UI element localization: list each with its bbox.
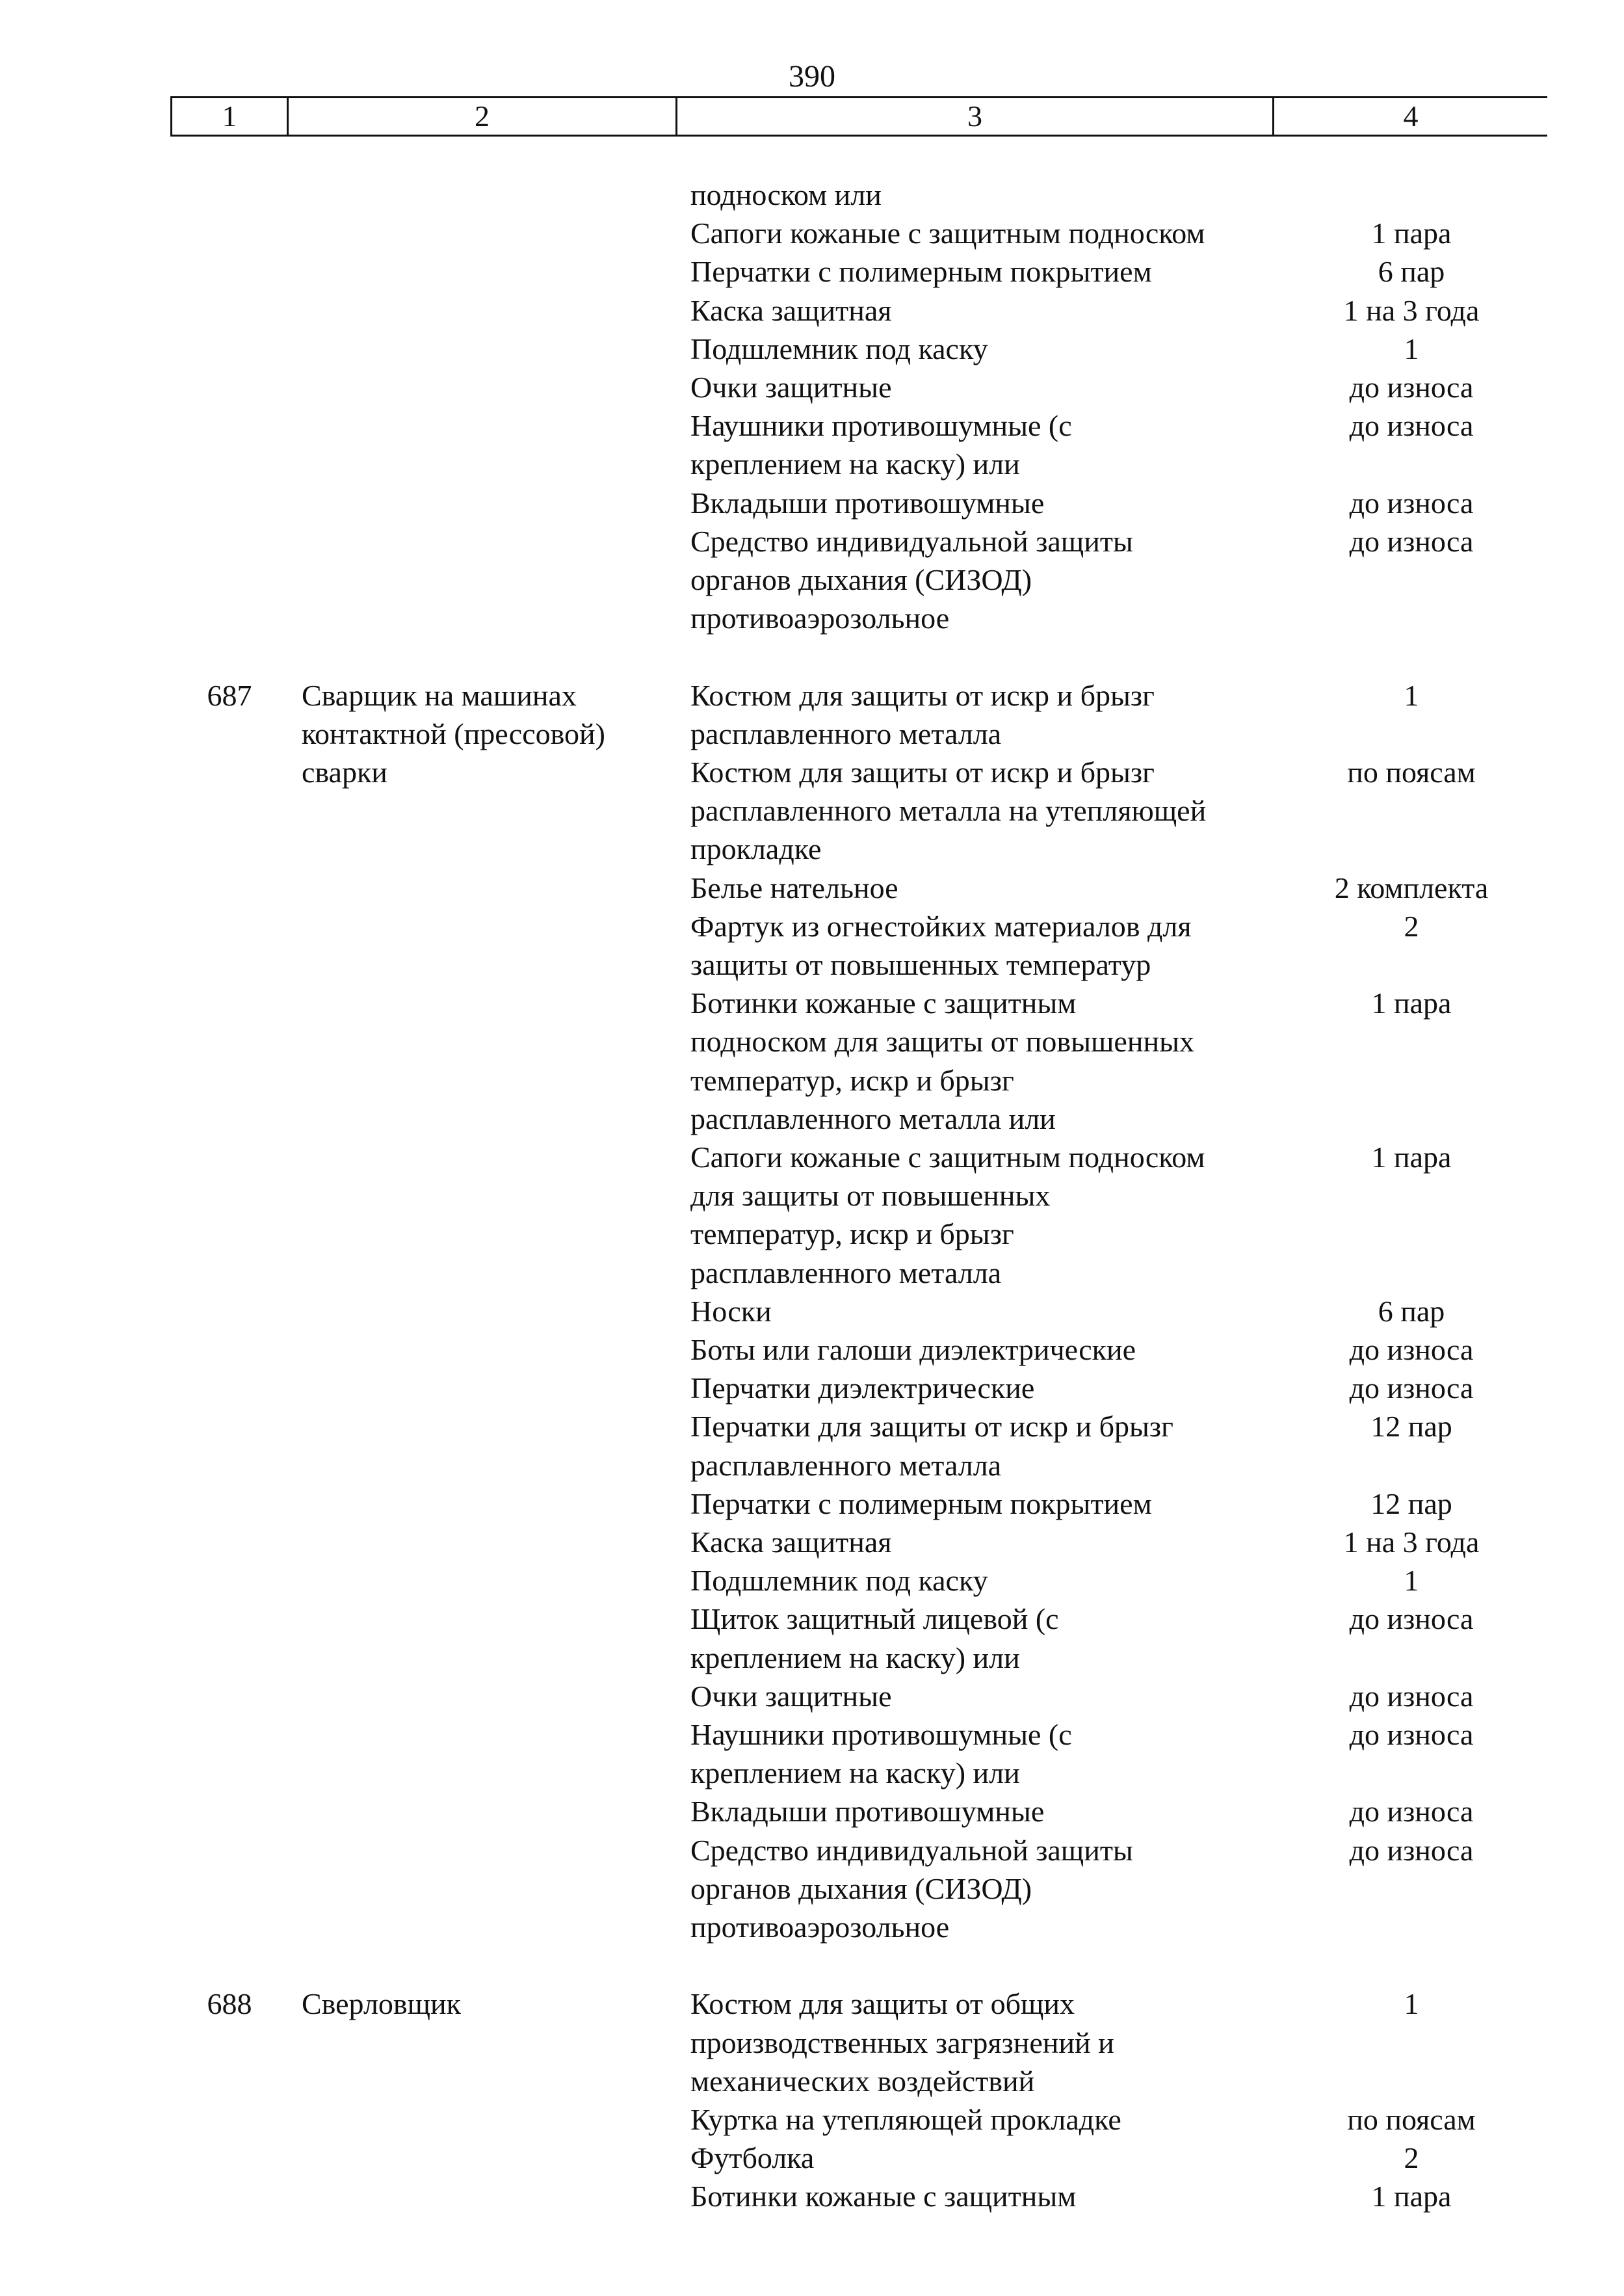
item-name [690, 252, 1276, 291]
item-name [690, 907, 1276, 984]
item-quantity: 1 [1404, 678, 1419, 712]
item-name [690, 676, 1276, 753]
item-name-line: Носки [690, 1294, 772, 1328]
item-name [690, 1292, 1276, 1330]
item-quantity: до износа [1349, 1795, 1474, 1828]
profession-line: Сверловщик [302, 1987, 462, 2021]
item-name-line: Белье нательное [690, 871, 898, 904]
entry-number: 687 [207, 678, 252, 712]
item-quantity: до износа [1349, 524, 1474, 558]
item-quantity: до износа [1349, 1718, 1474, 1751]
profession-line: Сварщик на машинах [302, 678, 577, 712]
item-name [690, 1792, 1276, 1830]
item-quantity: 1 [1404, 1987, 1419, 2021]
item-name-line: Боты или галоши диэлектрические [690, 1333, 1136, 1366]
item-name-line: Щиток защитный лицевой (с [690, 1602, 1059, 1636]
item-name-line: Средство индивидуальной защиты [690, 524, 1133, 558]
item-name-line: Каска защитная [690, 1525, 892, 1559]
item-quantity: 12 пар [1370, 1410, 1452, 1444]
item-name [690, 1523, 1276, 1561]
item-name-line: органов дыхания (СИЗОД) [690, 1871, 1032, 1905]
item-name-line: расплавленного металла [690, 1256, 1002, 1289]
item-name-line: Сапоги кожаные с защитным подноском [690, 217, 1205, 250]
item-name-line: температур, искр и брызг [690, 1063, 1014, 1097]
profession-line: контактной (прессовой) [302, 717, 605, 750]
item-name-line: Перчатки для защиты от искр и брызг [690, 1410, 1173, 1444]
item-name [690, 869, 1276, 907]
item-name [690, 753, 1276, 869]
header-col-3: 3 [677, 98, 1274, 135]
item-name-line: Костюм для защиты от искр и брызг [690, 756, 1155, 789]
item-name [690, 2139, 1276, 2177]
item-name [690, 2177, 1276, 2215]
item-name-line: механических воздействий [690, 2064, 1035, 2098]
item-name-line: креплением на каску) или [690, 1756, 1020, 1790]
item-quantity: 1 [1404, 332, 1419, 365]
item-quantity: 2 [1404, 909, 1419, 943]
item-name-line: Костюм для защиты от искр и брызг [690, 678, 1155, 712]
item-name [690, 484, 1276, 522]
item-name-line: Куртка на утепляющей прокладке [690, 2103, 1121, 2136]
item-quantity: 12 пар [1370, 1486, 1452, 1520]
item-name-line: производственных загрязнений и [690, 2025, 1114, 2059]
item-quantity: 1 пара [1371, 2180, 1452, 2213]
item-name-line: Перчатки с полимерным покрытием [690, 255, 1152, 289]
item-name-line: защиты от повышенных температур [690, 948, 1151, 981]
item-quantity: до износа [1349, 1833, 1474, 1867]
item-quantity: 6 пар [1378, 1294, 1445, 1328]
item-name [690, 1831, 1276, 1947]
item-quantity: 1 на 3 года [1343, 1525, 1480, 1559]
item-name-line: Перчатки с полимерным покрытием [690, 1486, 1152, 1520]
item-name-line: Подшлемник под каску [690, 1564, 988, 1598]
item-name [690, 176, 1276, 214]
item-name-line: Сапоги кожаные с защитным подноском [690, 1141, 1205, 1174]
item-name-line: креплением на каску) или [690, 1641, 1020, 1674]
item-name-line: органов дыхания (СИЗОД) [690, 563, 1032, 596]
table-header [170, 96, 1547, 137]
item-name [690, 291, 1276, 330]
item-name [690, 1715, 1276, 1792]
item-name-line: креплением на каску) или [690, 447, 1020, 481]
item-quantity: до износа [1349, 1371, 1474, 1405]
item-name-line: расплавленного металла [690, 1448, 1002, 1482]
item-name [690, 2100, 1276, 2139]
item-quantity: до износа [1349, 371, 1474, 404]
item-name-line: Подшлемник под каску [690, 332, 988, 365]
item-name [690, 1369, 1276, 1407]
item-name-line: прокладке [690, 832, 822, 866]
item-name-line: подноском или [690, 178, 882, 211]
item-quantity: до износа [1349, 1333, 1474, 1366]
item-quantity: 2 [1404, 2141, 1419, 2175]
header-col-4: 4 [1403, 99, 1419, 133]
item-quantity: 2 комплекта [1334, 871, 1489, 904]
item-quantity: до износа [1349, 1679, 1474, 1713]
item-name-line: Вкладыши противошумные [690, 486, 1045, 520]
item-name-line: Ботинки кожаные с защитным [690, 986, 1077, 1020]
item-name-line: Наушники противошумные (с [690, 1718, 1072, 1751]
item-name [690, 406, 1276, 483]
item-name-line: Наушники противошумные (с [690, 409, 1072, 443]
item-name [690, 1561, 1276, 1600]
item-name-line: Каска защитная [690, 293, 892, 327]
item-name [690, 984, 1276, 1138]
item-name [690, 1985, 1276, 2100]
item-name [690, 522, 1276, 638]
item-name [690, 1407, 1276, 1484]
item-name [690, 1600, 1276, 1676]
item-name [690, 1330, 1276, 1369]
item-name-line: противоаэрозольное [690, 1910, 950, 1944]
item-name [690, 214, 1276, 252]
item-quantity: до износа [1349, 1602, 1474, 1636]
item-name-line: Фартук из огнестойких материалов для [690, 909, 1192, 943]
page-number: 390 [789, 59, 835, 94]
item-name-line: Костюм для защиты от общих [690, 1987, 1075, 2021]
item-quantity: 1 пара [1371, 217, 1452, 250]
item-name-line: расплавленного металла или [690, 1102, 1056, 1135]
item-quantity: до износа [1349, 486, 1474, 520]
item-name [690, 1677, 1276, 1715]
item-quantity: по поясам [1347, 2103, 1476, 2136]
item-quantity: по поясам [1347, 756, 1476, 789]
item-quantity: 1 [1404, 1564, 1419, 1598]
item-name [690, 330, 1276, 368]
item-name-line: температур, искр и брызг [690, 1217, 1014, 1251]
item-name-line: подноском для защиты от повышенных [690, 1025, 1194, 1059]
item-name-line: Футболка [690, 2141, 815, 2175]
item-name-line: для защиты от повышенных [690, 1179, 1051, 1213]
item-quantity: 6 пар [1378, 255, 1445, 289]
item-name-line: Вкладыши противошумные [690, 1795, 1045, 1828]
item-name [690, 368, 1276, 406]
item-name-line: Ботинки кожаные с защитным [690, 2180, 1077, 2213]
item-name-line: Перчатки диэлектрические [690, 1371, 1035, 1405]
item-quantity: 1 на 3 года [1343, 293, 1480, 327]
profession-line: сварки [302, 756, 387, 789]
item-name-line: противоаэрозольное [690, 601, 950, 635]
item-name-line: расплавленного металла на утепляющей [690, 794, 1207, 828]
item-quantity: 1 пара [1371, 1141, 1452, 1174]
profession-name [302, 676, 666, 792]
item-name [690, 1484, 1276, 1523]
entry-number: 688 [207, 1987, 252, 2021]
item-quantity: 1 пара [1371, 986, 1452, 1020]
header-col-2: 2 [289, 98, 677, 135]
header-col-1: 1 [170, 98, 289, 135]
item-name-line: Очки защитные [690, 1679, 892, 1713]
item-name-line: расплавленного металла [690, 717, 1002, 750]
item-name [690, 1138, 1276, 1292]
item-name-line: Очки защитные [690, 371, 892, 404]
item-name-line: Средство индивидуальной защиты [690, 1833, 1133, 1867]
item-quantity: до износа [1349, 409, 1474, 443]
profession-name [302, 1985, 666, 2023]
